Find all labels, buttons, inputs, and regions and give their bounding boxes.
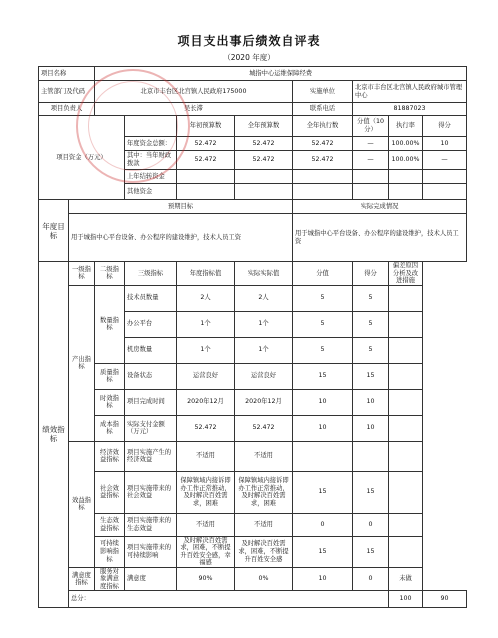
kpi-item: 技术员数量 — [125, 285, 177, 311]
funds-cell — [293, 170, 353, 184]
funds-cell: 100.00% — [389, 151, 423, 170]
kpi-score — [353, 441, 389, 471]
funds-blank — [125, 116, 177, 137]
kpi-note — [389, 363, 423, 389]
kpi-score: 0 — [353, 567, 389, 591]
kpi-score: 15 — [353, 471, 389, 513]
kpi-actual: 不适用 — [235, 441, 293, 471]
kpi-target: 2020年12月 — [177, 389, 235, 415]
kpi-item: 项目实施带来的可持续影响 — [125, 536, 177, 567]
funds-cell — [353, 184, 389, 200]
kpi-row — [39, 363, 467, 389]
page-title: 项目支出事后绩效自评表 — [177, 34, 321, 48]
kpi-row — [39, 389, 467, 415]
kpi-target: 1个 — [177, 337, 235, 363]
kpi-target: 90% — [177, 567, 235, 591]
kpi-weight — [293, 441, 353, 471]
funds-cell: 52.472 — [235, 151, 293, 170]
kpi-row — [39, 471, 467, 513]
kpi-target: 1个 — [177, 311, 235, 337]
kpi-score: 5 — [353, 311, 389, 337]
kpi-actual: 1个 — [235, 311, 293, 337]
kpi-header-cell: 三级指标 — [125, 262, 177, 286]
kpi-score: 0 — [353, 513, 389, 536]
time-indicator-label: 时效指标 — [95, 389, 125, 415]
project-name-value: 城指中心运维保障经费 — [95, 67, 467, 81]
funds-row-label: 其他资金 — [125, 184, 177, 200]
funds-header-cell: 执行率 — [389, 116, 423, 137]
sustain-indicator-label: 可持续影响指标 — [95, 536, 125, 567]
kpi-note — [389, 471, 423, 513]
goals-actual-header: 实际完成情况 — [293, 200, 467, 214]
goals-section-label: 年度目标 — [39, 200, 69, 262]
kpi-item: 办公平台 — [125, 311, 177, 337]
kpi-row — [39, 567, 467, 591]
kpi-header-cell: 偏差原因分析及改进措施 — [389, 262, 423, 286]
kpi-target: 不适用 — [177, 513, 235, 536]
kpi-score: 10 — [353, 415, 389, 441]
funds-cell: — — [353, 151, 389, 170]
funds-cell: 10 — [423, 137, 467, 151]
kpi-row — [39, 415, 467, 441]
unit-value: 北京市丰台区北宫镇人民政府城市管理中心 — [353, 81, 467, 103]
cost-indicator-label: 成本指标 — [95, 415, 125, 441]
kpi-row — [39, 441, 467, 471]
social-indicator-label: 社会效益指标 — [95, 471, 125, 513]
funds-row-label: 年度资金总额： — [125, 137, 177, 151]
kpi-weight: 5 — [293, 285, 353, 311]
unit-label: 实施单位 — [293, 81, 353, 103]
output-indicator-label: 产出指标 — [69, 285, 95, 441]
kpi-actual: 运营良好 — [235, 363, 293, 389]
goals-content-row — [39, 214, 467, 262]
funds-cell — [235, 170, 293, 184]
kpi-item: 实际支付金额（万元） — [125, 415, 177, 441]
kpi-item: 设备状态 — [125, 363, 177, 389]
kpi-note — [389, 389, 423, 415]
kpi-target: 不适用 — [177, 441, 235, 471]
kpi-target: 保障镇域内接诉即办工作正常推动，及时解决百姓需求，困难 — [177, 471, 235, 513]
kpi-actual: 不适用 — [235, 513, 293, 536]
kpi-row — [39, 513, 467, 536]
total-label: 总分： — [69, 591, 389, 607]
kpi-note — [389, 311, 423, 337]
econ-indicator-label: 经济效益指标 — [95, 441, 125, 471]
kpi-note — [389, 513, 423, 536]
kpi-actual: 2020年12月 — [235, 389, 293, 415]
total-row — [39, 591, 467, 607]
kpi-item: 项目实施产生的经济效益 — [125, 441, 177, 471]
qty-indicator-label: 数量指标 — [95, 285, 125, 363]
satisfaction-indicator-label: 满意度指标 — [69, 567, 95, 591]
kpi-header-cell: 分值 — [293, 262, 353, 286]
funds-header-row — [39, 116, 467, 137]
kpi-score: 10 — [353, 389, 389, 415]
funds-cell: 52.472 — [235, 137, 293, 151]
kpi-header-cell: 实际实际值 — [235, 262, 293, 286]
quality-indicator-label: 质量指标 — [95, 363, 125, 389]
phone-label: 联系电话 — [293, 103, 353, 116]
kpi-actual: 保障镇域内接诉即办工作正常推动，及时解决百姓需求，困难 — [235, 471, 293, 513]
goals-header-row — [39, 200, 467, 214]
kpi-score: 15 — [353, 363, 389, 389]
kpi-actual: 2人 — [235, 285, 293, 311]
kpi-target: 52.472 — [177, 415, 235, 441]
kpi-weight: 10 — [293, 389, 353, 415]
kpi-weight: 5 — [293, 337, 353, 363]
kpi-note — [389, 441, 423, 471]
kpi-target: 运营良好 — [177, 363, 235, 389]
kpi-section-label: 绩效指标 — [39, 262, 69, 608]
funds-cell — [235, 184, 293, 200]
funds-header-cell: 年初预算数 — [177, 116, 235, 137]
funds-cell: 52.472 — [177, 137, 235, 151]
funds-cell: 52.472 — [177, 151, 235, 170]
funds-cell — [423, 184, 467, 200]
kpi-score: 5 — [353, 285, 389, 311]
funds-cell: — — [353, 137, 389, 151]
report-year: （2020 年度） — [223, 53, 275, 62]
funds-cell: 52.472 — [293, 137, 353, 151]
kpi-weight: 10 — [293, 567, 353, 591]
kpi-actual: 0% — [235, 567, 293, 591]
phone-value: 81887023 — [353, 103, 467, 116]
kpi-note — [389, 415, 423, 441]
kpi-item: 项目实施带来的社会效益 — [125, 471, 177, 513]
total-full-score: 100 — [389, 591, 423, 607]
funds-cell — [389, 170, 423, 184]
funds-cell — [293, 184, 353, 200]
kpi-row — [39, 285, 467, 311]
funds-row-label: 上年结转资金 — [125, 170, 177, 184]
service-indicator-label: 服务对象满意度指标 — [95, 567, 125, 591]
kpi-target: 2人 — [177, 285, 235, 311]
leader-label: 项目负责人 — [39, 103, 95, 116]
funds-cell — [177, 170, 235, 184]
benefit-indicator-label: 效益指标 — [69, 441, 95, 567]
kpi-actual: 52.472 — [235, 415, 293, 441]
kpi-note — [389, 285, 423, 311]
funds-cell: 100.00% — [389, 137, 423, 151]
funds-header-cell: 全年执行数 — [293, 116, 353, 137]
kpi-weight: 10 — [293, 415, 353, 441]
kpi-header-row — [39, 262, 467, 286]
kpi-note: 未做 — [389, 567, 423, 591]
row-project-name — [39, 67, 467, 81]
funds-cell — [353, 170, 389, 184]
kpi-item: 机房数量 — [125, 337, 177, 363]
kpi-header-cell: 一级指标 — [69, 262, 95, 286]
funds-header-cell: 全年预算数 — [235, 116, 293, 137]
dept-value: 北京市丰台区北宫镇人民政府175000 — [95, 81, 293, 103]
funds-row-label: 其中：当年财政拨款 — [125, 151, 177, 170]
kpi-note — [389, 536, 423, 567]
kpi-header-cell: 二级指标 — [95, 262, 125, 286]
kpi-weight: 15 — [293, 471, 353, 513]
row-leader — [39, 103, 467, 116]
funds-cell — [389, 184, 423, 200]
row-dept — [39, 81, 467, 103]
kpi-header-cell: 年度指标值 — [177, 262, 235, 286]
kpi-weight: 5 — [293, 311, 353, 337]
total-score: 90 — [423, 591, 467, 607]
kpi-actual: 1个 — [235, 337, 293, 363]
funds-cell — [177, 184, 235, 200]
kpi-row — [39, 536, 467, 567]
kpi-item: 项目完成时间 — [125, 389, 177, 415]
leader-value: 吴长滞 — [95, 103, 293, 116]
kpi-weight: 15 — [293, 536, 353, 567]
kpi-weight: 15 — [293, 363, 353, 389]
kpi-score: 15 — [353, 536, 389, 567]
goals-expected-header: 预期目标 — [69, 200, 293, 214]
funds-header-cell: 得分 — [423, 116, 467, 137]
kpi-note — [389, 337, 423, 363]
funds-cell — [423, 170, 467, 184]
goals-expected: 用于城指中心平台设备、办公程序的建设维护，技术人员工资 — [69, 214, 293, 262]
kpi-weight: 0 — [293, 513, 353, 536]
kpi-header-cell: 得分 — [353, 262, 389, 286]
kpi-target: 及时解决百姓需求，困难，不断提升百姓安全感，幸福感 — [177, 536, 235, 567]
goals-actual: 用于城指中心平台设备、办公程序的建设维护，技术人员工资 — [293, 214, 467, 262]
eco-indicator-label: 生态效益指标 — [95, 513, 125, 536]
funds-section-label: 项目资金（万元） — [39, 116, 125, 200]
funds-cell: — — [423, 151, 467, 170]
project-name-label: 项目名称 — [39, 67, 95, 81]
kpi-score: 5 — [353, 337, 389, 363]
kpi-item: 项目实施带来的生态效益 — [125, 513, 177, 536]
kpi-item: 满意度 — [125, 567, 177, 591]
funds-header-cell: 分值（10分） — [353, 116, 389, 137]
evaluation-table — [38, 66, 467, 608]
funds-cell: 52.472 — [293, 151, 353, 170]
kpi-actual: 及时解决百姓需求，困难，不断提升百姓安全感 — [235, 536, 293, 567]
dept-label: 主管部门及代码 — [39, 81, 95, 103]
